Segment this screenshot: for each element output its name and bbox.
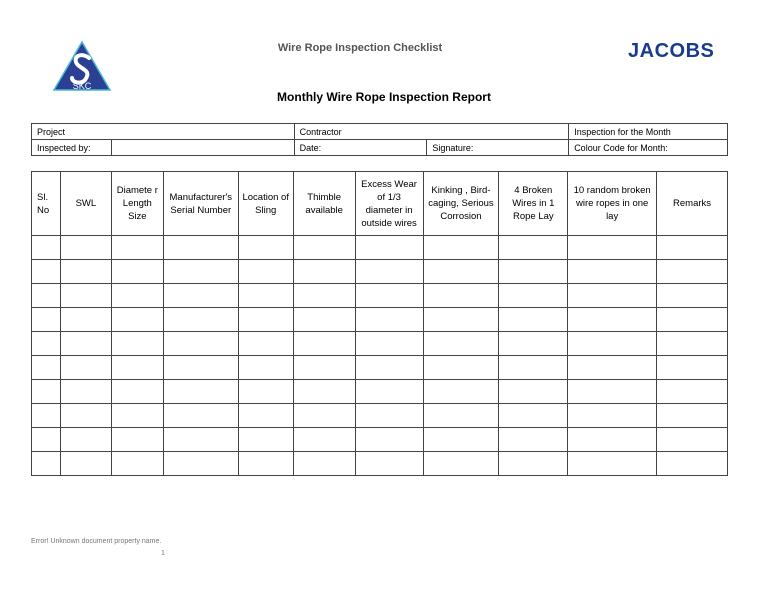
table-cell [111,428,163,452]
table-cell [499,236,568,260]
table-cell [60,380,111,404]
table-cell [111,308,163,332]
table-cell [111,284,163,308]
table-cell [657,260,728,284]
col-header-kinking: Kinking , Bird-caging, Serious Corrosion [423,172,499,236]
table-cell [499,452,568,476]
table-cell [355,308,423,332]
col-header-serial-number: Manufacturer's Serial Number [163,172,238,236]
table-cell [568,380,657,404]
table-cell [293,452,355,476]
table-cell [423,332,499,356]
table-cell [238,260,293,284]
table-cell [32,284,61,308]
footer-error-text: Error! Unknown document property name. [31,538,162,545]
table-row [32,404,728,428]
info-table [31,123,728,156]
table-cell [60,308,111,332]
table-cell [163,452,238,476]
table-row [32,308,728,332]
table-row [32,332,728,356]
table-cell [657,380,728,404]
table-cell [499,332,568,356]
table-cell [499,380,568,404]
table-cell [657,284,728,308]
col-header-swl: SWL [60,172,111,236]
table-cell [60,332,111,356]
table-cell [355,428,423,452]
col-header-diameter: Diamete r Length Size [111,172,163,236]
table-cell [423,356,499,380]
table-cell [60,428,111,452]
table-row [32,236,728,260]
table-cell [355,452,423,476]
table-cell [568,260,657,284]
table-cell [238,308,293,332]
table-cell [111,380,163,404]
table-cell [355,380,423,404]
table-cell [657,236,728,260]
table-cell [657,404,728,428]
table-cell [568,308,657,332]
table-cell [499,284,568,308]
table-cell [111,236,163,260]
inspected-by-label: Inspected by: [32,140,112,156]
table-cell [293,308,355,332]
skc-logo-text: SKC [72,81,92,91]
table-cell [32,452,61,476]
table-cell [32,356,61,380]
table-cell [60,404,111,428]
table-row [32,380,728,404]
table-row [32,356,728,380]
col-header-random-broken: 10 random broken wire ropes in one lay [568,172,657,236]
table-cell [163,308,238,332]
table-cell [657,452,728,476]
table-cell [111,260,163,284]
table-cell [163,380,238,404]
table-cell [423,284,499,308]
header-row [32,172,728,236]
col-header-thimble: Thimble available [293,172,355,236]
table-cell [32,308,61,332]
col-header-remarks: Remarks [657,172,728,236]
table-cell [568,404,657,428]
table-cell [355,356,423,380]
table-cell [238,380,293,404]
table-cell [238,428,293,452]
table-cell [568,332,657,356]
table-cell [293,260,355,284]
table-cell [423,452,499,476]
report-title: Monthly Wire Rope Inspection Report [277,90,491,104]
info-row-1 [32,124,728,140]
table-row [32,284,728,308]
table-cell [293,428,355,452]
table-cell [238,404,293,428]
table-row [32,260,728,284]
table-cell [238,356,293,380]
table-cell [293,332,355,356]
col-header-broken-wires: 4 Broken Wires in 1 Rope Lay [499,172,568,236]
jacobs-logo: JACOBS [628,40,715,62]
table-cell [163,428,238,452]
table-cell [32,404,61,428]
table-cell [60,356,111,380]
table-cell [657,356,728,380]
date-label: Date: [294,140,427,156]
table-cell [111,332,163,356]
table-cell [163,404,238,428]
table-cell [293,356,355,380]
table-cell [499,308,568,332]
info-row-2 [32,140,728,156]
table-cell [423,428,499,452]
table-cell [657,308,728,332]
table-cell [568,236,657,260]
document-title: Wire Rope Inspection Checklist [277,42,443,54]
inspection-month-label: Inspection for the Month [569,124,728,140]
table-cell [355,404,423,428]
table-cell [293,380,355,404]
page-number: 1 [161,550,165,557]
inspected-by-field [111,140,294,156]
table-cell [111,452,163,476]
table-cell [32,332,61,356]
table-cell [32,236,61,260]
table-cell [238,452,293,476]
table-cell [238,284,293,308]
table-cell [423,380,499,404]
col-header-sl-no: Sl. No [32,172,61,236]
table-cell [32,260,61,284]
table-cell [111,356,163,380]
table-cell [568,428,657,452]
table-cell [238,332,293,356]
table-cell [568,356,657,380]
table-cell [238,236,293,260]
table-cell [499,428,568,452]
table-cell [60,236,111,260]
table-cell [293,404,355,428]
table-cell [499,356,568,380]
table-cell [163,260,238,284]
inspection-table [31,171,728,476]
table-row [32,452,728,476]
table-cell [293,236,355,260]
table-cell [657,332,728,356]
table-cell [499,260,568,284]
project-label: Project [32,124,295,140]
table-cell [32,380,61,404]
table-cell [355,236,423,260]
colour-code-label: Colour Code for Month: [569,140,728,156]
table-cell [60,284,111,308]
table-cell [163,356,238,380]
table-cell [355,284,423,308]
table-cell [163,236,238,260]
table-cell [355,260,423,284]
table-cell [163,332,238,356]
table-cell [355,332,423,356]
table-cell [293,284,355,308]
table-cell [423,260,499,284]
col-header-excess-wear: Excess Wear of 1/3 diameter in outside wires [355,172,423,236]
table-cell [423,236,499,260]
table-row [32,428,728,452]
signature-label: Signature: [427,140,569,156]
col-header-location: Location of Sling [238,172,293,236]
table-cell [163,284,238,308]
table-cell [60,452,111,476]
contractor-label: Contractor [294,124,569,140]
table-cell [568,284,657,308]
table-cell [423,308,499,332]
table-cell [657,428,728,452]
table-cell [60,260,111,284]
table-cell [423,404,499,428]
table-cell [499,404,568,428]
table-cell [32,428,61,452]
table-cell [111,404,163,428]
table-cell [568,452,657,476]
